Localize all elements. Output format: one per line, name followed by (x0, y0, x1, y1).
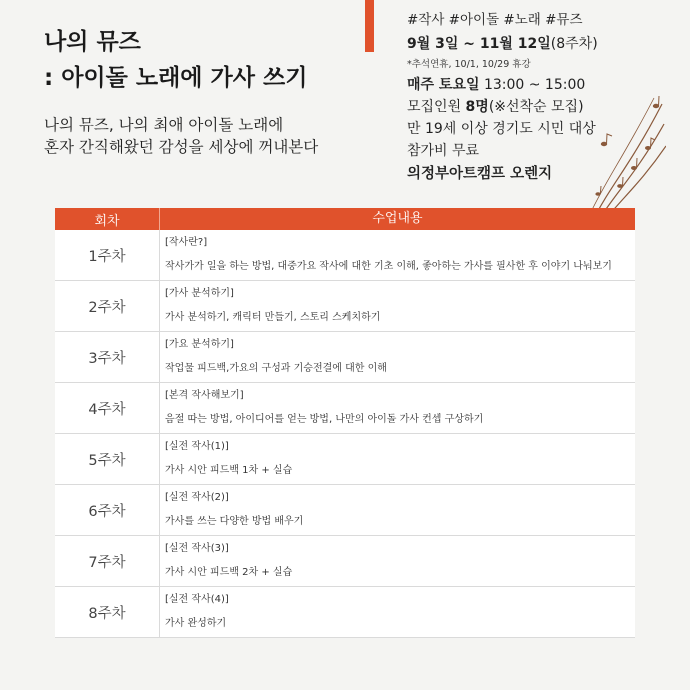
table-row (55, 383, 635, 434)
holiday-note: *추석연휴, 10/1, 10/29 휴강 (407, 59, 531, 70)
subtitle-line-2: 혼자 간직해왔던 감성을 세상에 꺼내본다 (44, 138, 319, 156)
column-header-week: 회차 (94, 213, 120, 229)
capacity-note: (※선착순 모집) (488, 99, 584, 115)
venue: 의정부아트캠프 오렌지 (407, 166, 553, 182)
table-row (55, 434, 635, 485)
lesson-topic: [실전 작사(2)] (165, 492, 229, 503)
week-cell: 1주차 (55, 230, 160, 280)
table-row (55, 230, 635, 281)
table-header (55, 208, 635, 230)
content-cell (160, 383, 635, 433)
week-cell: 3주차 (55, 332, 160, 382)
capacity-count: 8명 (465, 99, 489, 115)
lesson-topic: [실전 작사(1)] (165, 441, 229, 452)
week-cell: 6주차 (55, 485, 160, 535)
lesson-topic: [본격 작사해보기] (165, 390, 244, 401)
lesson-detail: 가사 완성하기 (165, 618, 227, 629)
column-header-content: 수업내용 (159, 208, 635, 230)
fee: 참가비 무료 (407, 143, 480, 159)
period-weeks: (8주차) (550, 36, 598, 52)
period-dates: 9월 3일 ~ 11월 12일 (407, 36, 551, 52)
content-cell (160, 434, 635, 484)
table-row (55, 536, 635, 587)
content-cell (160, 536, 635, 586)
lesson-detail: 작업물 피드백,가요의 구성과 기승전결에 대한 이해 (165, 363, 387, 374)
week-cell: 2주차 (55, 281, 160, 331)
lesson-detail: 작사가가 일을 하는 방법, 대중가요 작사에 대한 기초 이해, 좋아하는 가사를 필사한 후 이야기 나눠보기 (165, 261, 612, 272)
schedule-time: 13:00 ~ 15:00 (479, 77, 586, 93)
title-line-1: 나의 뮤즈 (44, 29, 141, 55)
week-cell: 7주차 (55, 536, 160, 586)
lesson-detail: 가사 시안 피드백 2차 + 실습 (165, 567, 293, 578)
table-row (55, 332, 635, 383)
schedule (407, 74, 677, 96)
subtitle (44, 114, 318, 158)
hashtags: #작사 #아이돌 #노래 #뮤즈 (407, 12, 583, 28)
lesson-topic: [실전 작사(4)] (165, 594, 229, 605)
lesson-topic: [작사란?] (165, 237, 208, 248)
lesson-topic: [실전 작사(3)] (165, 543, 229, 554)
subtitle-line-1: 나의 뮤즈, 나의 최애 아이돌 노래에 (44, 116, 284, 134)
lesson-detail: 가사 분석하기, 캐릭터 만들기, 스토리 스케치하기 (165, 312, 381, 323)
page-title (44, 24, 307, 96)
week-cell: 8주차 (55, 587, 160, 637)
table-row (55, 281, 635, 332)
table-row (55, 587, 635, 638)
lesson-detail: 음절 따는 방법, 아이디어를 얻는 방법, 나만의 아이돌 가사 컨셉 구상하기 (165, 414, 484, 425)
schedule-label: 매주 토요일 (407, 77, 480, 93)
lesson-detail: 가사 시안 피드백 1차 + 실습 (165, 465, 293, 476)
title-line-2: : 아이돌 노래에 가사 쓰기 (44, 65, 308, 91)
music-notes-icon (590, 96, 666, 226)
table-row (55, 485, 635, 536)
table-body (55, 230, 635, 638)
week-cell: 4주차 (55, 383, 160, 433)
content-cell (160, 587, 635, 637)
week-cell: 5주차 (55, 434, 160, 484)
period (407, 32, 677, 56)
eligibility: 만 19세 이상 경기도 시민 대상 (407, 121, 596, 137)
content-cell (160, 332, 635, 382)
accent-bar (365, 0, 374, 52)
content-cell (160, 485, 635, 535)
content-cell (160, 281, 635, 331)
content-cell (160, 230, 635, 280)
capacity-label: 모집인원 (407, 99, 466, 115)
lesson-topic: [가요 분석하기] (165, 339, 234, 350)
curriculum-table (55, 208, 635, 638)
lesson-detail: 가사를 쓰는 다양한 방법 배우기 (165, 516, 304, 527)
lesson-topic: [가사 분석하기] (165, 288, 234, 299)
